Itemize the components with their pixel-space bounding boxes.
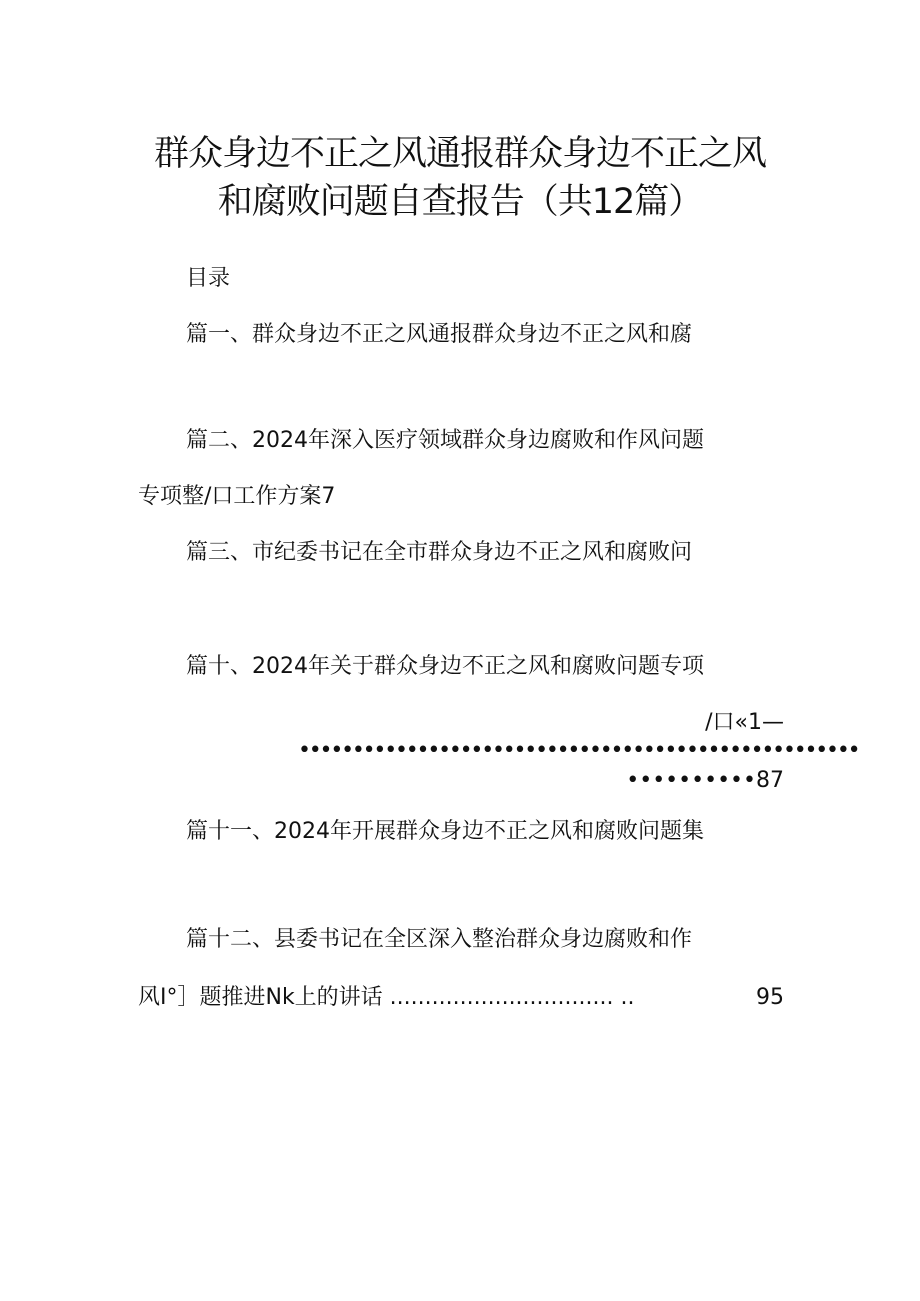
toc-entry-11[interactable]: 篇十一、2024年开展群众身边不正之风和腐败问题集 [186,819,704,844]
toc-entry-12[interactable]: 篇十二、县委书记在全区深入整治群众身边腐败和作 [186,927,693,952]
toc-entry-2[interactable]: 篇二、2024年深入医疗领域群众身边腐败和作风问题 [186,428,704,453]
toc-entry-1[interactable]: 篇一、群众身边不正之风通报群众身边不正之风和腐 [186,322,693,347]
toc-entry-10[interactable]: 篇十、2024年关于群众身边不正之风和腐败问题专项 [186,654,704,679]
document-title-line-2: 和腐败问题自查报告（共12篇） [217,182,703,222]
toc-entry-10-continuation[interactable]: /口«1— [705,710,784,735]
toc-entry-12-page-number[interactable]: 95 [756,985,784,1010]
document-title-line-1: 群众身边不正之风通报群众身边不正之风 [153,134,766,174]
toc-entry-3[interactable]: 篇三、市纪委书记在全市群众身边不正之风和腐败问 [186,540,693,565]
toc-entry-10-page[interactable]: ••••••••••87 [626,768,784,793]
toc-entry-10-leader-dots: •••••••••••••••••••••••••••••••••••••••••••••••••••• [298,738,859,763]
toc-entry-12-continuation[interactable]: 风I°］题推进Nk上的讲话 ................................ .. [138,985,635,1010]
toc-entry-2-continuation[interactable]: 专项整/口工作方案7 [138,484,336,509]
toc-heading: 目录 [186,266,231,291]
